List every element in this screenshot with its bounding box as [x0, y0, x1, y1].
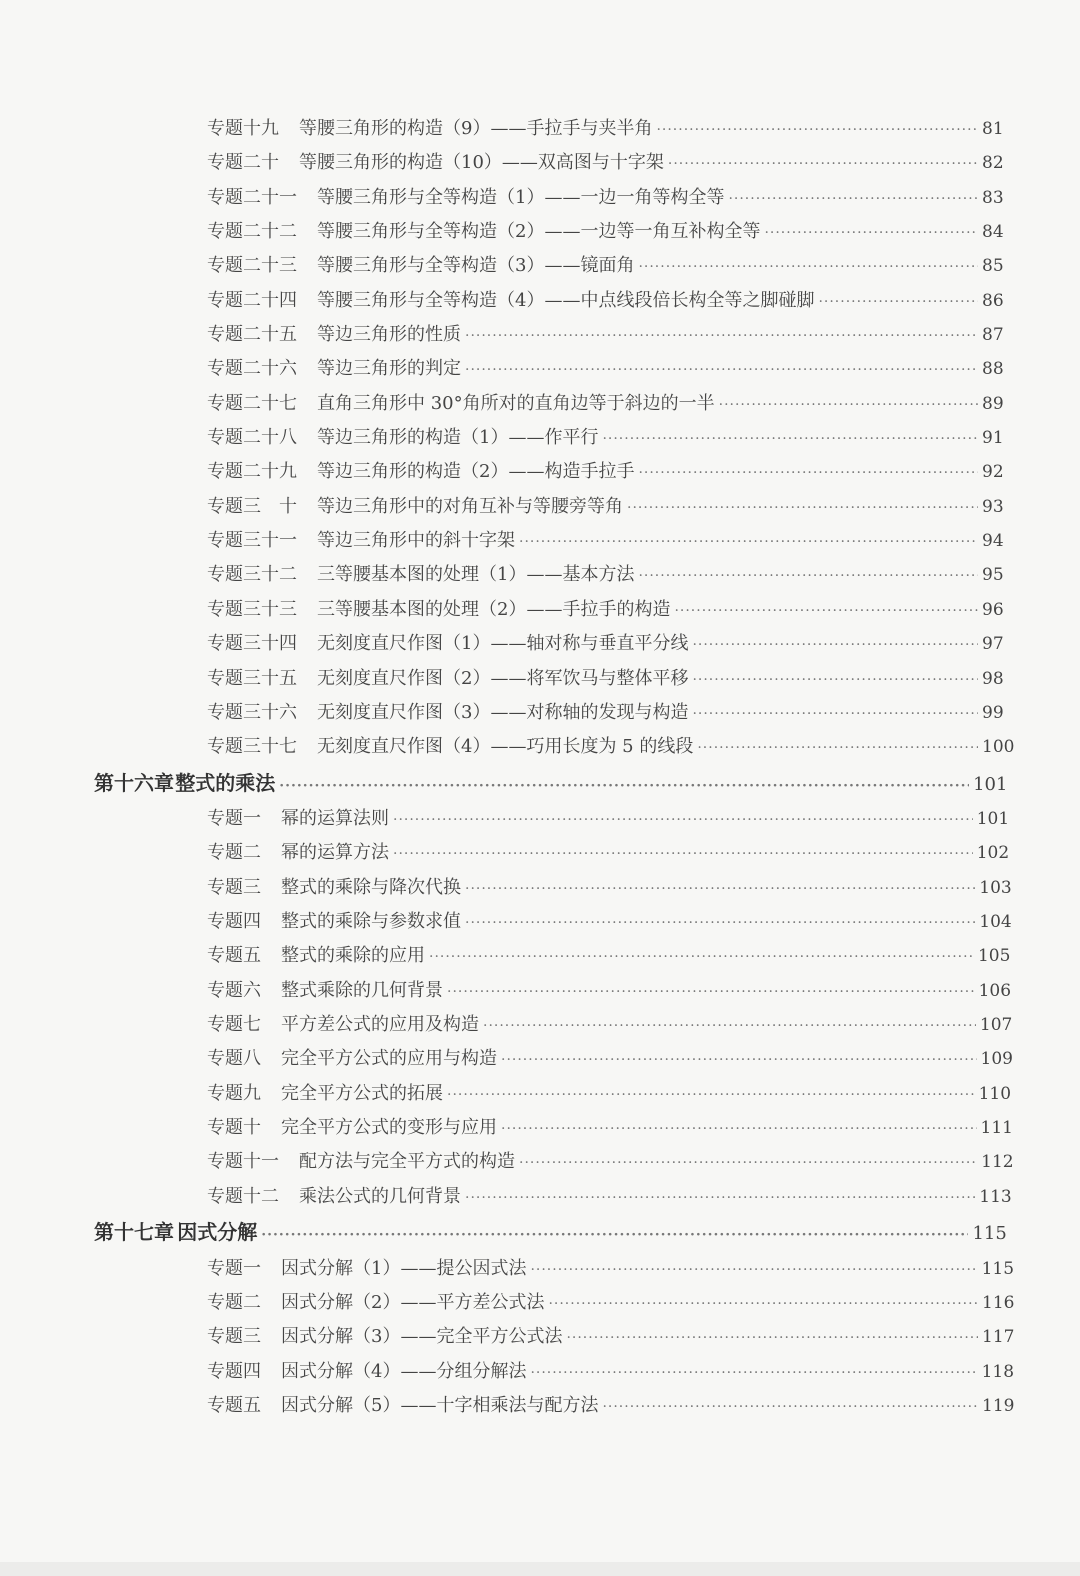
page-number: 115 [981, 1258, 1015, 1279]
page-number: 84 [982, 222, 1004, 243]
dot-leader [818, 294, 978, 310]
dot-leader [602, 431, 978, 447]
dot-leader [501, 1052, 977, 1068]
toc-topic-entry [0, 941, 1080, 975]
topic-title: 整式的乘除与降次代换 [281, 876, 461, 898]
topic-title: 三等腰基本图的处理（2）——手拉手的构造 [317, 598, 671, 620]
dot-leader [692, 637, 978, 653]
topic-title: 等边三角形的判定 [317, 358, 461, 380]
topic-title: 整式的乘除与参数求值 [281, 911, 461, 933]
toc-topic-entry [0, 1288, 1080, 1322]
topic-number: 专题三十五 [207, 667, 297, 689]
topic-number: 专题二十四 [207, 289, 297, 311]
topic-number: 专题三十二 [207, 564, 297, 586]
topic-number: 专题三十六 [207, 701, 297, 723]
topic-title: 整式乘除的几何背景 [281, 979, 443, 1001]
page-number: 119 [982, 1396, 1015, 1417]
page-number: 85 [982, 256, 1004, 277]
dot-leader [279, 778, 969, 794]
topic-number: 专题二十三 [207, 255, 297, 277]
dot-leader [393, 812, 973, 828]
page-number: 109 [980, 1049, 1013, 1070]
topic-title: 因式分解（1）——提公因式法 [281, 1257, 527, 1279]
toc-topic-entry [0, 907, 1080, 941]
topic-title: 无刻度直尺作图（1）——轴对称与垂直平分线 [317, 633, 689, 655]
topic-number: 专题四 [207, 911, 261, 933]
topic-number: 专题五 [207, 1395, 261, 1417]
topic-number: 专题十 [207, 1117, 261, 1139]
dot-leader [692, 672, 978, 688]
topic-number: 专题二 [207, 1292, 261, 1313]
dot-leader [719, 397, 978, 413]
topic-title: 三等腰基本图的处理（1）——基本方法 [317, 564, 635, 586]
page-number: 83 [982, 187, 1004, 208]
toc-topic-entry [0, 1010, 1080, 1044]
topic-title: 等腰三角形与全等构造（1）——一边一角等构全等 [317, 186, 725, 208]
topic-number: 专题五 [207, 945, 261, 967]
dot-leader [638, 259, 978, 275]
page-number: 112 [981, 1152, 1014, 1173]
page-number: 110 [978, 1083, 1012, 1104]
page-number: 116 [982, 1293, 1015, 1313]
dot-leader [602, 1399, 978, 1415]
dot-leader [638, 568, 978, 584]
page-number: 118 [981, 1361, 1015, 1382]
toc-topic-entry [0, 320, 1080, 354]
chapter-number: 第十六章 [94, 770, 174, 795]
toc-topic-entry [0, 838, 1080, 872]
dot-leader [447, 984, 975, 1000]
dot-leader [627, 500, 978, 516]
topic-number: 专题四 [207, 1360, 261, 1382]
topic-title: 等边三角形的性质 [317, 324, 461, 346]
dot-leader [465, 1190, 975, 1206]
topic-number: 专题十九 [207, 118, 279, 139]
page-number: 97 [982, 634, 1004, 655]
chapter-title: 整式的乘法 [175, 770, 276, 795]
dot-leader [447, 1087, 975, 1103]
dot-leader [519, 1155, 977, 1171]
page-number: 94 [982, 531, 1004, 552]
dot-leader [728, 191, 978, 207]
topic-number: 专题二 [207, 842, 261, 864]
topic-title: 等边三角形的构造（1）——作平行 [317, 427, 599, 449]
topic-title: 幂的运算方法 [281, 842, 389, 864]
topic-number: 专题一 [207, 1257, 261, 1279]
topic-title: 乘法公式的几何背景 [299, 1185, 461, 1207]
dot-leader [465, 915, 975, 931]
dot-leader [429, 949, 974, 965]
chapter-title: 因式分解 [177, 1220, 258, 1245]
dot-leader [465, 328, 978, 344]
topic-number: 专题九 [207, 1082, 261, 1104]
dot-leader [501, 1121, 977, 1137]
toc-topic-entry [0, 1391, 1080, 1425]
dot-leader [656, 122, 978, 138]
page-number: 86 [982, 290, 1004, 311]
page-number: 104 [979, 912, 1012, 933]
dot-leader [465, 881, 975, 897]
toc-topic-entry [0, 664, 1080, 698]
topic-title: 幂的运算法则 [281, 808, 389, 830]
toc-topic-entry [0, 1254, 1080, 1288]
toc-chapter-entry [0, 767, 1080, 805]
topic-number: 专题二十八 [207, 427, 297, 449]
page-number: 117 [982, 1327, 1015, 1348]
topic-title: 无刻度直尺作图（4）——巧用长度为 5 的线段 [317, 736, 694, 758]
page-number: 91 [982, 428, 1004, 449]
dot-leader [638, 465, 978, 481]
page-number: 81 [982, 119, 1004, 139]
dot-leader [519, 534, 978, 550]
dot-leader [393, 846, 973, 862]
toc-topic-entry [0, 1113, 1080, 1147]
topic-title: 配方法与完全平方式的构造 [299, 1151, 515, 1173]
page-number: 113 [979, 1186, 1012, 1207]
topic-title: 等腰三角形与全等构造（3）——镜面角 [317, 255, 635, 277]
topic-title: 无刻度直尺作图（2）——将军饮马与整体平移 [317, 667, 689, 689]
page-number: 103 [979, 877, 1012, 898]
toc-topic-entry [0, 251, 1080, 285]
topic-title: 等腰三角形与全等构造（4）——中点线段倍长构全等之脚碰脚 [317, 289, 815, 311]
page-number: 100 [982, 737, 1015, 758]
chapter-number: 第十七章 [94, 1220, 174, 1245]
topic-title: 完全平方公式的应用与构造 [281, 1048, 497, 1070]
topic-number: 专题三 [207, 1326, 261, 1348]
page-number: 93 [982, 496, 1004, 517]
toc-topic-entry [0, 804, 1080, 838]
topic-title: 等边三角形中的对角互补与等腰旁等角 [317, 495, 623, 517]
page-number: 89 [982, 393, 1004, 414]
topic-number: 专题二十 [207, 152, 279, 174]
toc-topic-entry [0, 354, 1080, 388]
topic-number: 专题二十二 [207, 221, 297, 243]
topic-number: 专题二十一 [207, 186, 297, 208]
toc-topic-entry [0, 1044, 1080, 1078]
toc-topic-entry [0, 1182, 1080, 1216]
topic-number: 专题三十一 [207, 530, 297, 552]
toc-topic-entry [0, 526, 1080, 560]
toc-topic-entry [0, 873, 1080, 907]
dot-leader [530, 1262, 977, 1278]
toc-topic-entry [0, 1322, 1080, 1356]
toc-topic-entry [0, 595, 1080, 629]
dot-leader [692, 706, 978, 722]
topic-number: 专题二十六 [207, 358, 297, 380]
page-number: 82 [982, 153, 1004, 174]
topic-number: 专题六 [207, 979, 261, 1001]
topic-number: 专题二十五 [207, 324, 297, 346]
topic-title: 直角三角形中 30°角所对的直角边等于斜边的一半 [317, 392, 715, 414]
toc-topic-entry [0, 560, 1080, 594]
toc-topic-entry [0, 1147, 1080, 1181]
toc-topic-entry [0, 114, 1080, 148]
topic-title: 因式分解（2）——平方差公式法 [281, 1292, 545, 1313]
page-number: 111 [980, 1118, 1013, 1139]
dot-leader [674, 603, 978, 619]
toc-topic-entry [0, 389, 1080, 423]
toc-topic-entry [0, 976, 1080, 1010]
topic-number: 专题三 [207, 876, 261, 898]
topic-title: 平方差公式的应用及构造 [281, 1014, 479, 1036]
page-number: 101 [976, 809, 1010, 830]
toc-topic-entry [0, 183, 1080, 217]
page-number: 96 [982, 599, 1004, 620]
toc-topic-entry [0, 423, 1080, 457]
topic-title: 等边三角形的构造（2）——构造手拉手 [317, 461, 635, 483]
toc-topic-entry [0, 492, 1080, 526]
topic-number: 专题二十七 [207, 392, 297, 414]
dot-leader [697, 740, 978, 756]
page-number: 87 [982, 325, 1004, 346]
page-number: 107 [979, 1015, 1013, 1036]
toc-topic-entry [0, 629, 1080, 663]
page-number: 98 [982, 668, 1004, 689]
topic-number: 专题二十九 [207, 461, 297, 483]
toc-topic-entry [0, 732, 1080, 766]
toc-topic-entry [0, 457, 1080, 491]
topic-number: 专题十二 [207, 1185, 279, 1207]
dot-leader [668, 156, 978, 172]
topic-number: 专题三 十 [207, 495, 297, 517]
dot-leader [261, 1227, 968, 1243]
toc-topic-entry [0, 217, 1080, 251]
dot-leader [483, 1018, 976, 1034]
topic-title: 整式的乘除的应用 [281, 945, 425, 967]
topic-title: 因式分解（5）——十字相乘法与配方法 [281, 1395, 599, 1417]
topic-title: 完全平方公式的拓展 [281, 1082, 443, 1104]
page-bottom-edge [0, 1562, 1080, 1576]
dot-leader [530, 1365, 977, 1381]
topic-title: 等边三角形中的斜十字架 [317, 530, 515, 552]
page-number: 95 [982, 565, 1004, 586]
page-number: 115 [972, 1223, 1007, 1245]
topic-number: 专题十一 [207, 1151, 279, 1173]
topic-number: 专题八 [207, 1048, 261, 1070]
toc-topic-entry [0, 148, 1080, 182]
topic-title: 等腰三角形与全等构造（2）——一边等一角互补构全等 [317, 221, 761, 243]
topic-title: 等腰三角形的构造（9）——手拉手与夹半角 [299, 118, 653, 139]
page-number: 106 [978, 980, 1012, 1001]
topic-number: 专题七 [207, 1014, 261, 1036]
toc-topic-entry [0, 1357, 1080, 1391]
table-of-contents [0, 114, 1080, 1425]
dot-leader [566, 1330, 978, 1346]
topic-title: 因式分解（4）——分组分解法 [281, 1360, 527, 1382]
toc-topic-entry [0, 698, 1080, 732]
page-number: 88 [982, 359, 1004, 380]
topic-number: 专题三十四 [207, 633, 297, 655]
dot-leader [764, 225, 978, 241]
toc-topic-entry [0, 286, 1080, 320]
toc-chapter-entry [0, 1216, 1080, 1254]
topic-number: 专题三十三 [207, 598, 297, 620]
topic-title: 无刻度直尺作图（3）——对称轴的发现与构造 [317, 701, 689, 723]
page-number: 92 [982, 462, 1004, 483]
page-number: 102 [976, 843, 1010, 864]
dot-leader [548, 1296, 978, 1312]
topic-title: 完全平方公式的变形与应用 [281, 1117, 497, 1139]
dot-leader [465, 362, 978, 378]
topic-number: 专题三十七 [207, 736, 297, 758]
page-number: 105 [977, 946, 1011, 967]
topic-title: 等腰三角形的构造（10）——双高图与十字架 [299, 152, 664, 174]
page-number: 101 [973, 773, 1008, 795]
toc-topic-entry [0, 1079, 1080, 1113]
topic-title: 因式分解（3）——完全平方公式法 [281, 1326, 563, 1348]
topic-number: 专题一 [207, 808, 261, 830]
page-number: 99 [982, 702, 1004, 723]
